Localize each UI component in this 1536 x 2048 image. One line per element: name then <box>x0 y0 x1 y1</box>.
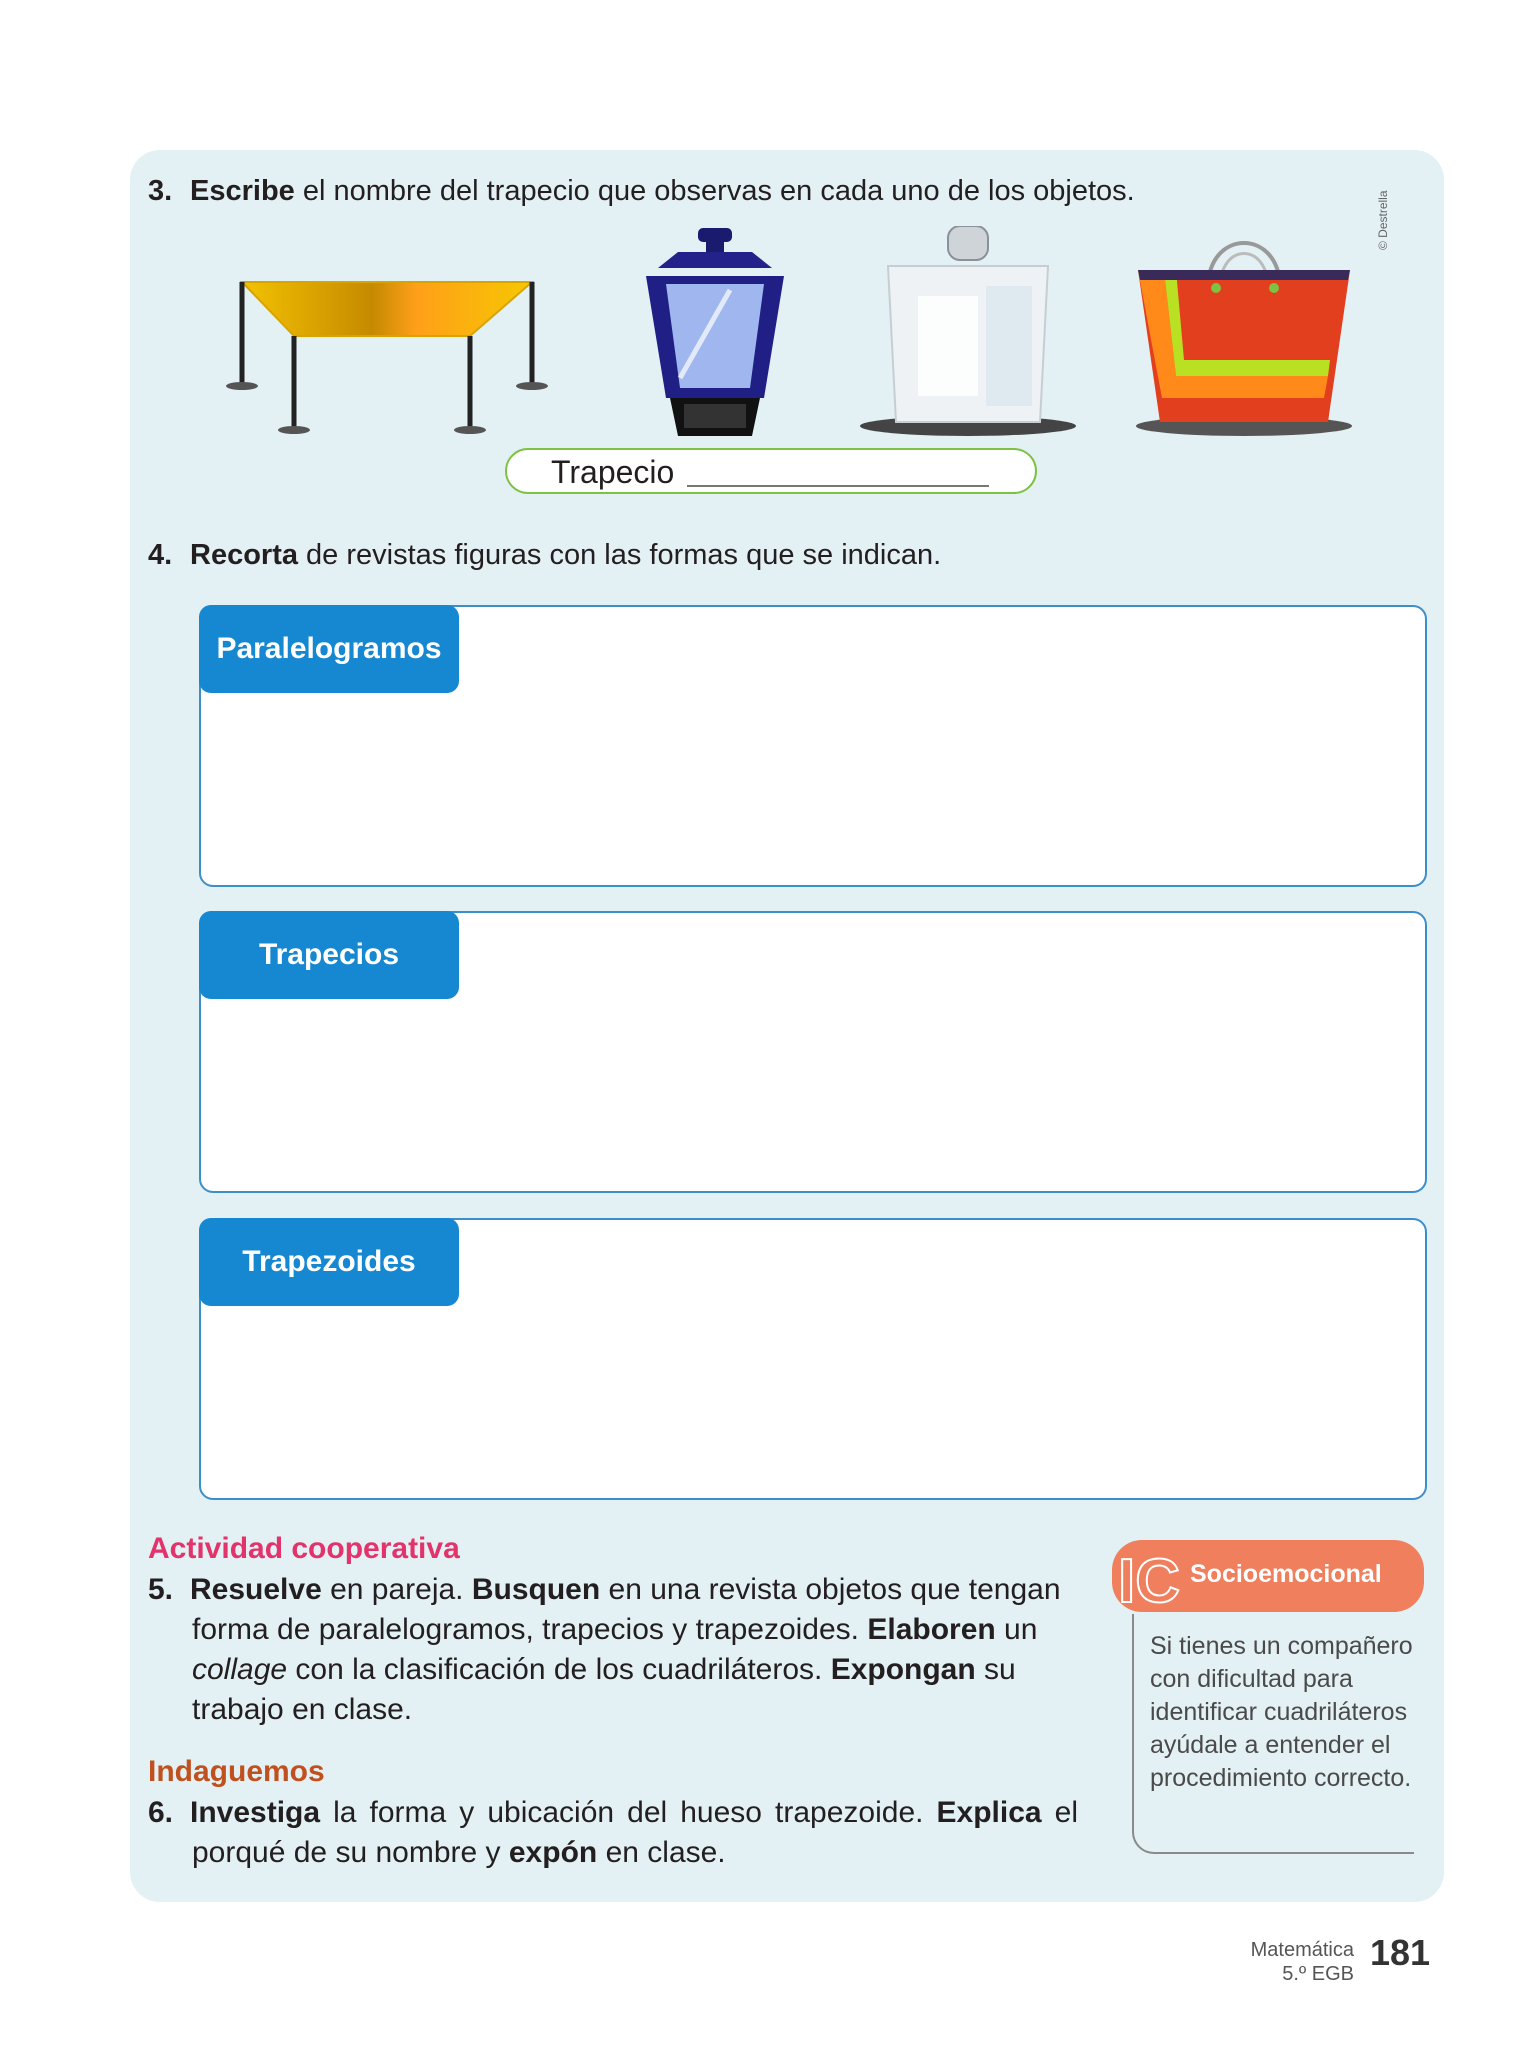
text: el porqué de su nombre y <box>192 1796 1079 1869</box>
term-collage: collage <box>192 1653 288 1686</box>
text: en pareja. <box>321 1573 472 1606</box>
verb-elaboren: Elaboren <box>867 1613 996 1646</box>
bag-image <box>1124 226 1364 440</box>
lantern-image <box>640 228 790 440</box>
verb-investiga: Investiga <box>190 1796 321 1829</box>
text: en una revista objetos que tengan forma de paralelogramos, trapecios y trapezoides. <box>192 1573 1061 1646</box>
ic-badge-icon <box>1114 1538 1184 1618</box>
box-tab-label: Trapecios <box>199 911 459 999</box>
question-verb: Escribe <box>190 175 295 207</box>
text: en clase. <box>597 1836 726 1869</box>
question-6 <box>148 1793 1078 1873</box>
footer-subject <box>1251 1938 1354 1986</box>
box-tab-label: Trapezoides <box>199 1218 459 1306</box>
question-number: 6. <box>148 1796 174 1829</box>
verb-resuelve: Resuelve <box>190 1573 322 1606</box>
trapezoides-box[interactable] <box>199 1218 1427 1500</box>
verb-expongan: Expongan <box>830 1653 976 1686</box>
coop-title: Actividad cooperativa <box>148 1532 460 1565</box>
image-credit: © Destrella <box>1376 190 1390 250</box>
question-number: 4. <box>148 539 173 571</box>
footer-grade: 5.º EGB <box>1282 1963 1354 1985</box>
text: un <box>995 1613 1038 1646</box>
question-3 <box>148 171 1135 211</box>
text: con la clasificación de los cuadriláteros. <box>287 1653 831 1686</box>
verb-busquen: Busquen <box>471 1573 601 1606</box>
question-text: de revistas figuras con las formas que se indican. <box>298 539 942 571</box>
question-5 <box>148 1570 1088 1730</box>
footer-subject-name: Matemática <box>1250 1939 1354 1961</box>
bottle-image <box>848 226 1088 440</box>
verb-explica: Explica <box>936 1796 1042 1829</box>
socioemocional-header <box>1112 1540 1424 1616</box>
text: la forma y ubicación del hueso trapezoide. <box>320 1796 937 1829</box>
verb-expon: expón <box>508 1836 598 1869</box>
answer-line <box>687 485 989 487</box>
answer-field[interactable] <box>505 448 1037 494</box>
answer-label: Trapecio <box>551 454 675 490</box>
socioemocional-text: Si tienes un compañero con dificultad para identificar cuadriláteros ayúdale a entender el procedimiento correcto. <box>1150 1632 1413 1792</box>
question-text: el nombre del trapecio que observas en cada uno de los objetos. <box>294 175 1135 207</box>
ic-badge-text: IC <box>1118 1547 1180 1616</box>
question-number: 5. <box>148 1573 174 1606</box>
question-4 <box>148 535 941 575</box>
question-verb: Recorta <box>190 539 298 571</box>
question-number: 3. <box>148 175 173 207</box>
page-number: 181 <box>1370 1932 1431 1973</box>
socioemocional-title: Socioemocional <box>1190 1560 1382 1588</box>
table-image <box>220 268 560 440</box>
trapecios-box[interactable] <box>199 911 1427 1193</box>
box-tab-label: Paralelogramos <box>199 605 459 693</box>
indaguemos-title: Indaguemos <box>148 1755 325 1788</box>
text: su trabajo en clase. <box>192 1653 1016 1726</box>
paralelogramos-box[interactable] <box>199 605 1427 887</box>
